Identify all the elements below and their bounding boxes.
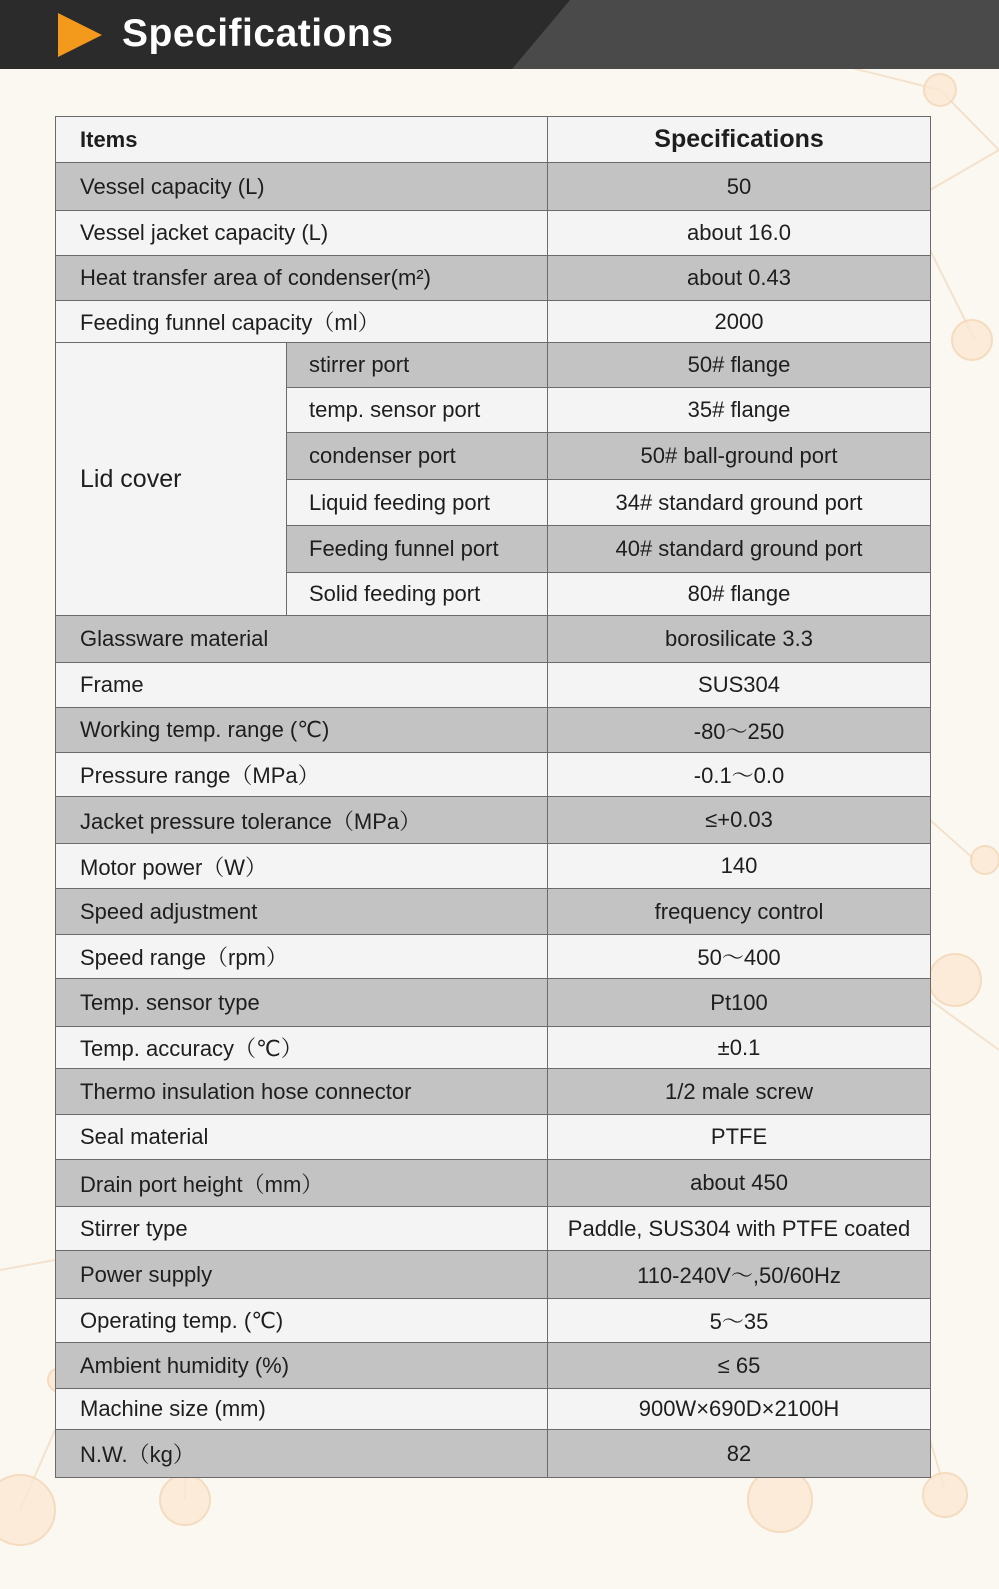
table-row — [56, 163, 931, 211]
item-value: borosilicate 3.3 — [548, 616, 931, 663]
lid-port-value: 50# flange — [548, 343, 931, 388]
lid-port-label: Solid feeding port — [287, 573, 548, 616]
item-label: Seal material — [56, 1115, 548, 1160]
lid-port-value: 50# ball-ground port — [548, 433, 931, 480]
table-row — [56, 708, 931, 753]
table-row — [56, 301, 931, 343]
item-label: Heat transfer area of condenser(m²) — [56, 256, 548, 301]
item-label: Working temp. range (℃) — [56, 708, 548, 753]
table-row — [56, 1299, 931, 1343]
item-value: 110-240V～,50/60Hz — [548, 1251, 931, 1299]
table-row — [56, 935, 931, 979]
section-header — [0, 0, 999, 69]
item-value: -80～250 — [548, 708, 931, 753]
item-value: 50 — [548, 163, 931, 211]
table-row — [56, 1069, 931, 1115]
item-value: about 16.0 — [548, 211, 931, 256]
item-value: -0.1～0.0 — [548, 753, 931, 797]
item-label: Speed range（rpm） — [56, 935, 548, 979]
item-label: Operating temp. (℃) — [56, 1299, 548, 1343]
table-row — [56, 663, 931, 708]
item-label: Pressure range（MPa） — [56, 753, 548, 797]
item-value: SUS304 — [548, 663, 931, 708]
item-label: Drain port height（mm） — [56, 1160, 548, 1207]
item-value: 900W×690D×2100H — [548, 1389, 931, 1430]
item-value: 5～35 — [548, 1299, 931, 1343]
table-row — [56, 1343, 931, 1389]
item-label: Stirrer type — [56, 1207, 548, 1251]
item-value: PTFE — [548, 1115, 931, 1160]
item-label: Machine size (mm) — [56, 1389, 548, 1430]
item-label: Ambient humidity (%) — [56, 1343, 548, 1389]
header-specifications: Specifications — [548, 117, 931, 163]
item-value: ≤ 65 — [548, 1343, 931, 1389]
table-row — [56, 1251, 931, 1299]
item-label: Glassware material — [56, 616, 548, 663]
item-label: Motor power（W） — [56, 844, 548, 889]
table-row — [56, 1115, 931, 1160]
item-value: 2000 — [548, 301, 931, 343]
table-row — [56, 343, 931, 388]
table-row — [56, 1389, 931, 1430]
item-label: Speed adjustment — [56, 889, 548, 935]
item-value: 140 — [548, 844, 931, 889]
specifications-table — [55, 116, 931, 1478]
lid-port-label: condenser port — [287, 433, 548, 480]
item-label: N.W.（kg） — [56, 1430, 548, 1478]
item-label: Power supply — [56, 1251, 548, 1299]
lid-port-value: 80# flange — [548, 573, 931, 616]
item-value: frequency control — [548, 889, 931, 935]
table-row — [56, 979, 931, 1027]
play-arrow-icon — [58, 13, 102, 57]
item-label: Temp. sensor type — [56, 979, 548, 1027]
header-items: Items — [56, 117, 548, 163]
item-value: ±0.1 — [548, 1027, 931, 1069]
item-value: 1/2 male screw — [548, 1069, 931, 1115]
table-row — [56, 1160, 931, 1207]
lid-port-value: 34# standard ground port — [548, 480, 931, 526]
lid-port-label: stirrer port — [287, 343, 548, 388]
table-row — [56, 797, 931, 844]
table-row — [56, 1430, 931, 1478]
item-label: Temp. accuracy（℃） — [56, 1027, 548, 1069]
item-value: Pt100 — [548, 979, 931, 1027]
lid-cover-label: Lid cover — [56, 343, 287, 616]
table-row — [56, 211, 931, 256]
table-row — [56, 616, 931, 663]
table-header-row — [56, 117, 931, 163]
item-label: Vessel capacity (L) — [56, 163, 548, 211]
item-label: Feeding funnel capacity（ml） — [56, 301, 548, 343]
item-value: 82 — [548, 1430, 931, 1478]
item-label: Vessel jacket capacity (L) — [56, 211, 548, 256]
table-row — [56, 256, 931, 301]
item-label: Thermo insulation hose connector — [56, 1069, 548, 1115]
table-row — [56, 889, 931, 935]
item-value: about 0.43 — [548, 256, 931, 301]
item-value: Paddle, SUS304 with PTFE coated — [548, 1207, 931, 1251]
item-label: Jacket pressure tolerance（MPa） — [56, 797, 548, 844]
header-light-panel — [512, 0, 999, 69]
table-row — [56, 753, 931, 797]
lid-port-label: Liquid feeding port — [287, 480, 548, 526]
item-label: Frame — [56, 663, 548, 708]
section-title: Specifications — [122, 12, 394, 55]
item-value: 50～400 — [548, 935, 931, 979]
table-row — [56, 1027, 931, 1069]
lid-port-label: temp. sensor port — [287, 388, 548, 433]
lid-port-value: 40# standard ground port — [548, 526, 931, 573]
table-row — [56, 1207, 931, 1251]
lid-port-label: Feeding funnel port — [287, 526, 548, 573]
lid-port-value: 35# flange — [548, 388, 931, 433]
item-value: ≤+0.03 — [548, 797, 931, 844]
item-value: about 450 — [548, 1160, 931, 1207]
table-row — [56, 844, 931, 889]
